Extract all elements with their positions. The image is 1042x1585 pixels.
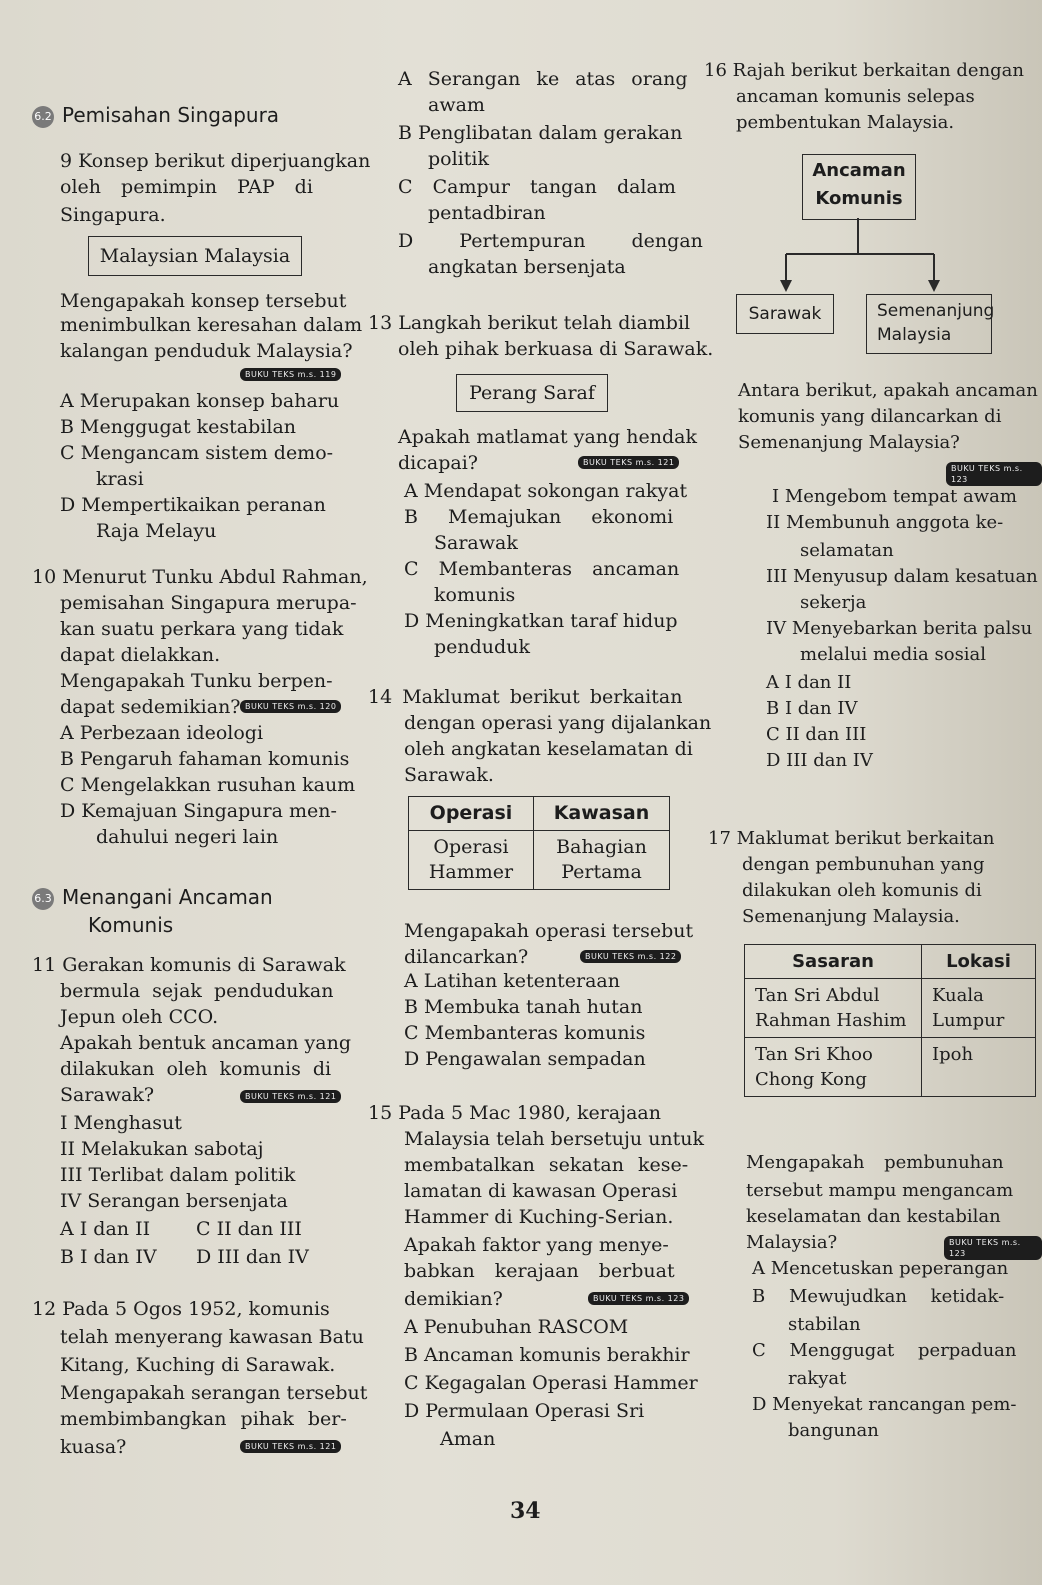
q12-option-a-cont: awam bbox=[428, 94, 485, 116]
q17-question-3: keselamatan dan kestabilan bbox=[746, 1206, 1001, 1227]
q16-item-3-cont: sekerja bbox=[800, 592, 867, 613]
q12-stem-1: 12 Pada 5 Ogos 1952, komunis bbox=[32, 1298, 330, 1320]
q12-stem-5: membimbangkan pihak ber- bbox=[60, 1408, 347, 1430]
q12-textbook-tag: BUKU TEKS m.s. 121 bbox=[240, 1440, 341, 1453]
q9-option-b[interactable]: B Menggugat kestabilan bbox=[60, 416, 297, 438]
q16-question-2: komunis yang dilancarkan di bbox=[738, 406, 1002, 427]
q12-option-d[interactable]: D Pertempuran dengan bbox=[398, 230, 703, 252]
section-6-2-heading: 6.2 Pemisahan Singapura bbox=[32, 102, 279, 128]
q11-stem-3: Jepun oleh CCO. bbox=[60, 1006, 219, 1028]
arrow-down-icon bbox=[780, 280, 792, 292]
q11-stem-4: Apakah bentuk ancaman yang bbox=[60, 1032, 352, 1054]
q12-option-c-cont: pentadbiran bbox=[428, 202, 546, 224]
q15-option-b[interactable]: B Ancaman komunis berakhir bbox=[404, 1344, 690, 1366]
q14-question-2: dilancarkan? bbox=[404, 946, 529, 968]
q9-concept-box: Malaysian Malaysia bbox=[88, 236, 302, 276]
table-cell: Bahagian Pertama bbox=[534, 831, 670, 890]
q13-option-b-cont: Sarawak bbox=[434, 532, 518, 554]
q14-stem-3: oleh angkatan keselamatan di bbox=[404, 738, 693, 760]
q12-stem-4: Mengapakah serangan tersebut bbox=[60, 1382, 368, 1404]
table-header-cell: Kawasan bbox=[534, 797, 670, 831]
table-cell: Ipoh bbox=[922, 1038, 1036, 1097]
q11-stem-1: 11 Gerakan komunis di Sarawak bbox=[32, 954, 346, 976]
q13-option-d[interactable]: D Meningkatkan taraf hidup bbox=[404, 610, 678, 632]
q9-stem-1: 9 Konsep berikut diperjuangkan bbox=[60, 150, 371, 172]
q12-option-c[interactable]: C Campur tangan dalam bbox=[398, 176, 676, 198]
q15-stem-4: lamatan di kawasan Operasi bbox=[404, 1180, 678, 1202]
section-number-badge: 6.3 bbox=[32, 888, 54, 910]
q16-stem-1: 16 Rajah berikut berkaitan dengan bbox=[704, 60, 1025, 81]
q9-textbook-tag: BUKU TEKS m.s. 119 bbox=[240, 368, 341, 381]
q11-item-1: I Menghasut bbox=[60, 1112, 182, 1134]
q16-textbook-tag: BUKU TEKS m.s. 123 bbox=[946, 462, 1042, 486]
q16-item-1: I Mengebom tempat awam bbox=[772, 486, 1017, 507]
q11-item-4: IV Serangan bersenjata bbox=[60, 1190, 288, 1212]
q11-option-c[interactable]: C II dan III bbox=[196, 1218, 302, 1240]
q9-option-c-cont: krasi bbox=[96, 468, 144, 490]
q17-question-1: Mengapakah pembunuhan bbox=[746, 1152, 1004, 1173]
q10-stem-2: pemisahan Singapura merupa- bbox=[60, 592, 357, 614]
q17-option-b-cont: stabilan bbox=[788, 1314, 861, 1335]
q12-option-a[interactable]: A Serangan ke atas orang bbox=[398, 68, 688, 90]
q10-option-d[interactable]: D Kemajuan Singapura men- bbox=[60, 800, 337, 822]
q13-question-1: Apakah matlamat yang hendak bbox=[398, 426, 697, 448]
q10-stem-1: 10 Menurut Tunku Abdul Rahman, bbox=[32, 566, 368, 588]
q16-question-3: Semenanjung Malaysia? bbox=[738, 432, 960, 453]
q17-stem-1: 17 Maklumat berikut berkaitan bbox=[708, 828, 995, 849]
q13-stem-2: oleh pihak berkuasa di Sarawak. bbox=[398, 338, 714, 360]
q13-option-a[interactable]: A Mendapat sokongan rakyat bbox=[404, 480, 688, 502]
q17-option-c[interactable]: C Menggugat perpaduan bbox=[752, 1340, 1017, 1361]
q15-textbook-tag: BUKU TEKS m.s. 123 bbox=[588, 1292, 689, 1305]
q12-stem-3: Kitang, Kuching di Sarawak. bbox=[60, 1354, 336, 1376]
q16-option-d[interactable]: D III dan IV bbox=[766, 750, 873, 771]
q14-option-d[interactable]: D Pengawalan sempadan bbox=[404, 1048, 646, 1070]
q10-stem-4: dapat dielakkan. bbox=[60, 644, 221, 666]
q16-node-peninsular: Semenanjung Malaysia bbox=[866, 294, 992, 354]
q13-textbook-tag: BUKU TEKS m.s. 121 bbox=[578, 456, 679, 469]
q16-option-c[interactable]: C II dan III bbox=[766, 724, 867, 745]
section-number-badge: 6.2 bbox=[32, 106, 54, 128]
q15-stem-1: 15 Pada 5 Mac 1980, kerajaan bbox=[368, 1102, 661, 1124]
q9-option-c[interactable]: C Mengancam sistem demo- bbox=[60, 442, 334, 464]
q10-stem-5: Mengapakah Tunku berpen- bbox=[60, 670, 333, 692]
q14-stem-4: Sarawak. bbox=[404, 764, 494, 786]
q17-stem-4: Semenanjung Malaysia. bbox=[742, 906, 960, 927]
q12-stem-2: telah menyerang kawasan Batu bbox=[60, 1326, 364, 1348]
q9-stem-3: Singapura. bbox=[60, 204, 166, 226]
q10-option-b[interactable]: B Pengaruh fahaman komunis bbox=[60, 748, 350, 770]
q16-node-sarawak: Sarawak bbox=[736, 294, 834, 334]
q10-stem-6: dapat sedemikian? bbox=[60, 696, 241, 718]
q11-option-b[interactable]: B I dan IV bbox=[60, 1246, 157, 1268]
q14-stem-1: 14 Maklumat berikut berkaitan bbox=[368, 686, 683, 708]
q16-option-b[interactable]: B I dan IV bbox=[766, 698, 858, 719]
q17-option-c-cont: rakyat bbox=[788, 1368, 847, 1389]
q13-option-b[interactable]: B Memajukan ekonomi bbox=[404, 506, 674, 528]
table-row bbox=[745, 1038, 1036, 1097]
q17-textbook-tag: BUKU TEKS m.s. 123 bbox=[944, 1236, 1042, 1260]
q14-stem-2: dengan operasi yang dijalankan bbox=[404, 712, 712, 734]
q17-table bbox=[744, 944, 1036, 1097]
table-header-row bbox=[745, 945, 1036, 979]
q13-option-c-cont: komunis bbox=[434, 584, 516, 606]
q10-textbook-tag: BUKU TEKS m.s. 120 bbox=[240, 700, 341, 713]
q9-question-1: Mengapakah konsep tersebut bbox=[60, 290, 347, 312]
q15-option-c[interactable]: C Kegagalan Operasi Hammer bbox=[404, 1372, 698, 1394]
q11-item-2: II Melakukan sabotaj bbox=[60, 1138, 264, 1160]
q16-diagram-connectors bbox=[770, 218, 970, 294]
q16-option-a[interactable]: A I dan II bbox=[766, 672, 852, 693]
q16-question-1: Antara berikut, apakah ancaman bbox=[738, 380, 1038, 401]
q11-stem-5: dilakukan oleh komunis di bbox=[60, 1058, 332, 1080]
q12-option-b-cont: politik bbox=[428, 148, 489, 170]
q17-stem-3: dilakukan oleh komunis di bbox=[742, 880, 982, 901]
q16-stem-3: pembentukan Malaysia. bbox=[736, 112, 955, 133]
q9-question-3: kalangan penduduk Malaysia? bbox=[60, 340, 353, 362]
q12-stem-6: kuasa? bbox=[60, 1436, 127, 1458]
q14-textbook-tag: BUKU TEKS m.s. 122 bbox=[580, 950, 681, 963]
q17-option-a[interactable]: A Mencetuskan peperangan bbox=[752, 1258, 1009, 1279]
table-cell: Tan Sri Khoo Chong Kong bbox=[745, 1038, 922, 1097]
table-header-cell: Sasaran bbox=[745, 945, 922, 979]
table-header-cell: Operasi bbox=[409, 797, 534, 831]
q16-item-4-cont: melalui media sosial bbox=[800, 644, 987, 665]
q10-option-d-cont: dahului negeri lain bbox=[96, 826, 279, 848]
q17-stem-2: dengan pembunuhan yang bbox=[742, 854, 985, 875]
q10-option-c[interactable]: C Mengelakkan rusuhan kaum bbox=[60, 774, 356, 796]
q17-option-b[interactable]: B Mewujudkan ketidak- bbox=[752, 1286, 1005, 1307]
q15-stem-5: Hammer di Kuching-Serian. bbox=[404, 1206, 674, 1228]
table-cell: Kuala Lumpur bbox=[922, 979, 1036, 1038]
q16-item-3: III Menyusup dalam kesatuan bbox=[766, 566, 1038, 587]
table-row bbox=[745, 979, 1036, 1038]
q13-question-2: dicapai? bbox=[398, 452, 478, 474]
q13-option-c[interactable]: C Membanteras ancaman bbox=[404, 558, 680, 580]
q12-option-b[interactable]: B Penglibatan dalam gerakan bbox=[398, 122, 683, 144]
q14-option-b[interactable]: B Membuka tanah hutan bbox=[404, 996, 643, 1018]
section-6-3-heading-cont: Komunis bbox=[88, 913, 174, 937]
q9-option-d[interactable]: D Mempertikaikan peranan bbox=[60, 494, 326, 516]
q14-option-c[interactable]: C Membanteras komunis bbox=[404, 1022, 646, 1044]
q14-table bbox=[408, 796, 670, 890]
arrow-down-icon bbox=[928, 280, 940, 292]
q16-stem-2: ancaman komunis selepas bbox=[736, 86, 975, 107]
q9-option-d-cont: Raja Melayu bbox=[96, 520, 217, 542]
q17-question-4: Malaysia? bbox=[746, 1232, 838, 1253]
q15-stem-6: Apakah faktor yang menye- bbox=[404, 1234, 669, 1256]
q13-stem-1: 13 Langkah berikut telah diambil bbox=[368, 312, 691, 334]
q11-option-a[interactable]: A I dan II bbox=[60, 1218, 151, 1240]
table-cell: Tan Sri Abdul Rahman Hashim bbox=[745, 979, 922, 1038]
q10-option-a[interactable]: A Perbezaan ideologi bbox=[60, 722, 264, 744]
q11-stem-6: Sarawak? bbox=[60, 1084, 155, 1106]
q11-textbook-tag: BUKU TEKS m.s. 121 bbox=[240, 1090, 341, 1103]
q16-item-4: IV Menyebarkan berita palsu bbox=[766, 618, 1033, 639]
q14-question-1: Mengapakah operasi tersebut bbox=[404, 920, 694, 942]
q16-item-2: II Membunuh anggota ke- bbox=[766, 512, 1004, 533]
q9-stem-2: oleh pemimpin PAP di bbox=[60, 176, 313, 198]
q15-stem-3: membatalkan sekatan kese- bbox=[404, 1154, 689, 1176]
q15-stem-7: babkan kerajaan berbuat bbox=[404, 1260, 675, 1282]
q13-measure-box: Perang Saraf bbox=[456, 374, 608, 412]
table-header-row bbox=[409, 797, 670, 831]
q16-root-node: Ancaman Komunis bbox=[802, 154, 916, 220]
table-header-cell: Lokasi bbox=[922, 945, 1036, 979]
section-6-3-heading: 6.3 Menangani Ancaman bbox=[32, 884, 273, 910]
q9-question-2: menimbulkan keresahan dalam bbox=[60, 314, 363, 336]
table-cell: Operasi Hammer bbox=[409, 831, 534, 890]
q11-option-d[interactable]: D III dan IV bbox=[196, 1246, 309, 1268]
q15-option-d[interactable]: D Permulaan Operasi Sri bbox=[404, 1400, 645, 1422]
q15-stem-2: Malaysia telah bersetuju untuk bbox=[404, 1128, 705, 1150]
q17-option-d[interactable]: D Menyekat rancangan pem- bbox=[752, 1394, 1017, 1415]
q10-stem-3: kan suatu perkara yang tidak bbox=[60, 618, 344, 640]
q12-option-d-cont: angkatan bersenjata bbox=[428, 256, 626, 278]
q13-option-d-cont: penduduk bbox=[434, 636, 530, 658]
q17-question-2: tersebut mampu mengancam bbox=[746, 1180, 1014, 1201]
table-row bbox=[409, 831, 670, 890]
q11-item-3: III Terlibat dalam politik bbox=[60, 1164, 296, 1186]
q15-option-d-cont: Aman bbox=[440, 1428, 496, 1450]
q17-option-d-cont: bangunan bbox=[788, 1420, 879, 1441]
q9-option-a[interactable]: A Merupakan konsep baharu bbox=[60, 390, 340, 412]
q15-stem-8: demikian? bbox=[404, 1288, 503, 1310]
page-number: 34 bbox=[510, 1498, 541, 1524]
q15-option-a[interactable]: A Penubuhan RASCOM bbox=[404, 1316, 629, 1338]
q16-item-2-cont: selamatan bbox=[800, 540, 894, 561]
q14-option-a[interactable]: A Latihan ketenteraan bbox=[404, 970, 620, 992]
q11-stem-2: bermula sejak pendudukan bbox=[60, 980, 334, 1002]
